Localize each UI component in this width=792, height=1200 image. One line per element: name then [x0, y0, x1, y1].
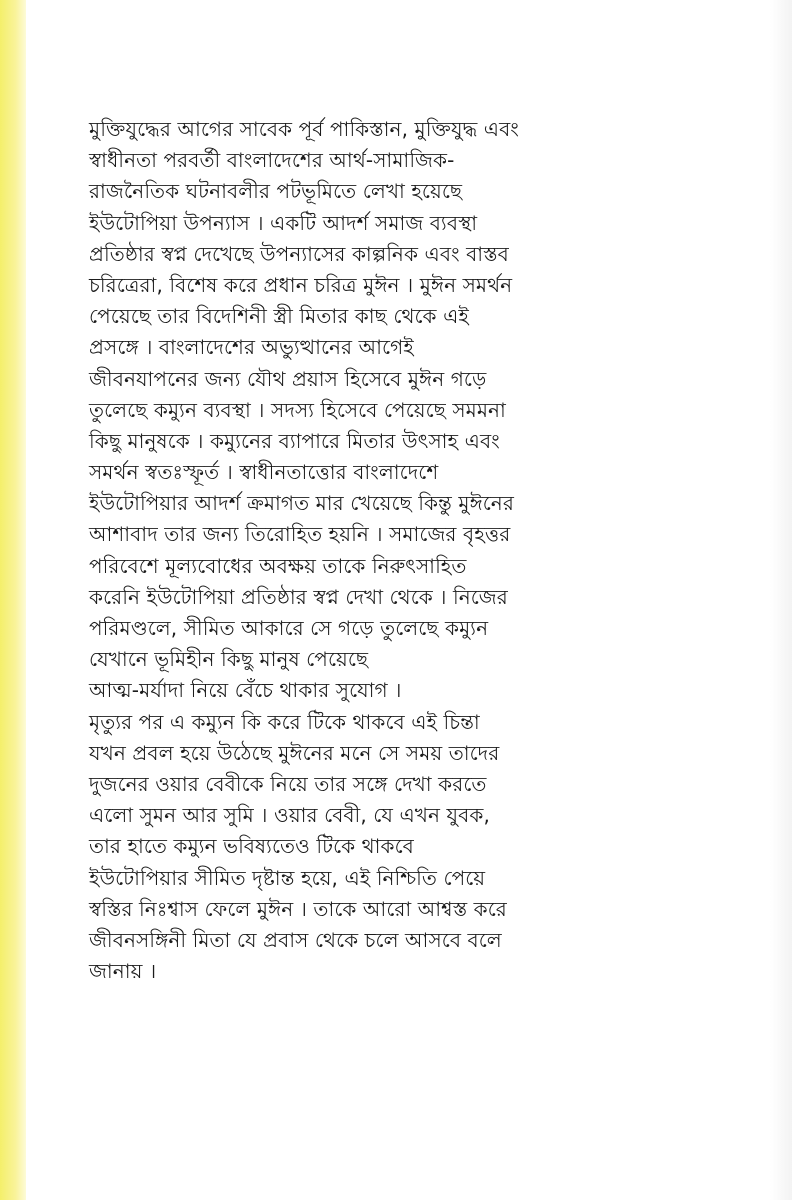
- text-line: জীবনসঙ্গিনী মিতা যে প্রবাস থেকে চলে আসবে বলে: [89, 927, 502, 952]
- text-line: প্রতিষ্ঠার স্বপ্ন দেখেছে উপন্যাসের কাল্পনিক এবং বাস্তব: [89, 241, 509, 266]
- text-line: যেখানে ভূমিহীন কিছু মানুষ পেয়েছে: [89, 647, 369, 672]
- text-line: তুলেছে কম্যুন ব্যবস্থা । সদস্য হিসেবে পেয়েছে সমমনা: [89, 397, 506, 422]
- text-line: দুজনের ওয়ার বেবীকে নিয়ে তার সঙ্গে দেখা করতে: [89, 771, 487, 796]
- text-line: জানায় ।: [89, 959, 157, 984]
- text-line: আত্ম-মর্যাদা নিয়ে বেঁচে থাকার সুযোগ ।: [89, 678, 402, 703]
- text-line: পেয়েছে তার বিদেশিনী স্ত্রী মিতার কাছ থেকে এই: [89, 304, 469, 329]
- text-line: রাজনৈতিক ঘটনাবলীর পটভূমিতে লেখা হয়েছে: [89, 179, 463, 204]
- text-line: স্বস্তির নিঃশ্বাস ফেলে মুঈন । তাকে আরো আশ্বস্ত করে: [89, 896, 507, 921]
- text-line: মৃত্যুর পর এ কম্যুন কি করে টিকে থাকবে এই চিন্তা: [89, 709, 480, 734]
- blurb-paragraph: [89, 114, 729, 987]
- text-line: মুক্তিযুদ্ধের আগের সাবেক পূর্ব পাকিস্তান, মুক্তিযুদ্ধ এবং: [89, 117, 519, 141]
- text-line: চরিত্রেরা, বিশেষ করে প্রধান চরিত্র মুঈন । মুঈন সমর্থন: [89, 272, 513, 297]
- yellow-spine-strip: [0, 0, 26, 1200]
- text-line: ইউটোপিয়া উপন্যাস । একটি আদর্শ সমাজ ব্যবস্থা: [89, 210, 478, 235]
- text-line: যখন প্রবল হয়ে উঠেছে মুঈনের মনে সে সময় তাদের: [89, 740, 500, 765]
- page-edge-shadow: [770, 0, 792, 1200]
- text-line: তার হাতে কম্যুন ভবিষ্যতেও টিকে থাকবে: [89, 834, 414, 859]
- text-line: পরিবেশে মূল্যবোধের অবক্ষয় তাকে নিরুৎসাহিত: [89, 553, 467, 578]
- text-line: ইউটোপিয়ার আদর্শ ক্রমাগত মার খেয়েছে কিন্তু মুঈনের: [89, 491, 514, 516]
- text-line: জীবনযাপনের জন্য যৌথ প্রয়াস হিসেবে মুঈন গড়ে: [89, 366, 487, 391]
- text-line: কিছু মানুষকে । কম্যুনের ব্যাপারে মিতার উৎসাহ এবং: [89, 428, 500, 453]
- text-line: সমর্থন স্বতঃস্ফূর্ত । স্বাধীনতাত্তোর বাংলাদেশে: [89, 460, 439, 485]
- text-line: করেনি ইউটোপিয়া প্রতিষ্ঠার স্বপ্ন দেখা থেকে । নিজের: [89, 584, 508, 609]
- text-line: প্রসঙ্গে । বাংলাদেশের অভ্যুত্থানের আগেই: [89, 335, 414, 360]
- text-line: আশাবাদ তার জন্য তিরোহিত হয়নি । সমাজের বৃহত্তর: [89, 522, 511, 547]
- text-line: স্বাধীনতা পরবর্তী বাংলাদেশের আর্থ-সামাজিক-: [89, 148, 455, 173]
- text-line: ইউটোপিয়ার সীমিত দৃষ্টান্ত হয়ে, এই নিশ্চিতি পেয়ে: [89, 865, 486, 890]
- text-line: পরিমণ্ডলে, সীমিত আকারে সে গড়ে তুলেছে কম্যুন: [89, 616, 489, 640]
- text-line: এলো সুমন আর সুমি । ওয়ার বেবী, যে এখন যুবক,: [89, 803, 490, 828]
